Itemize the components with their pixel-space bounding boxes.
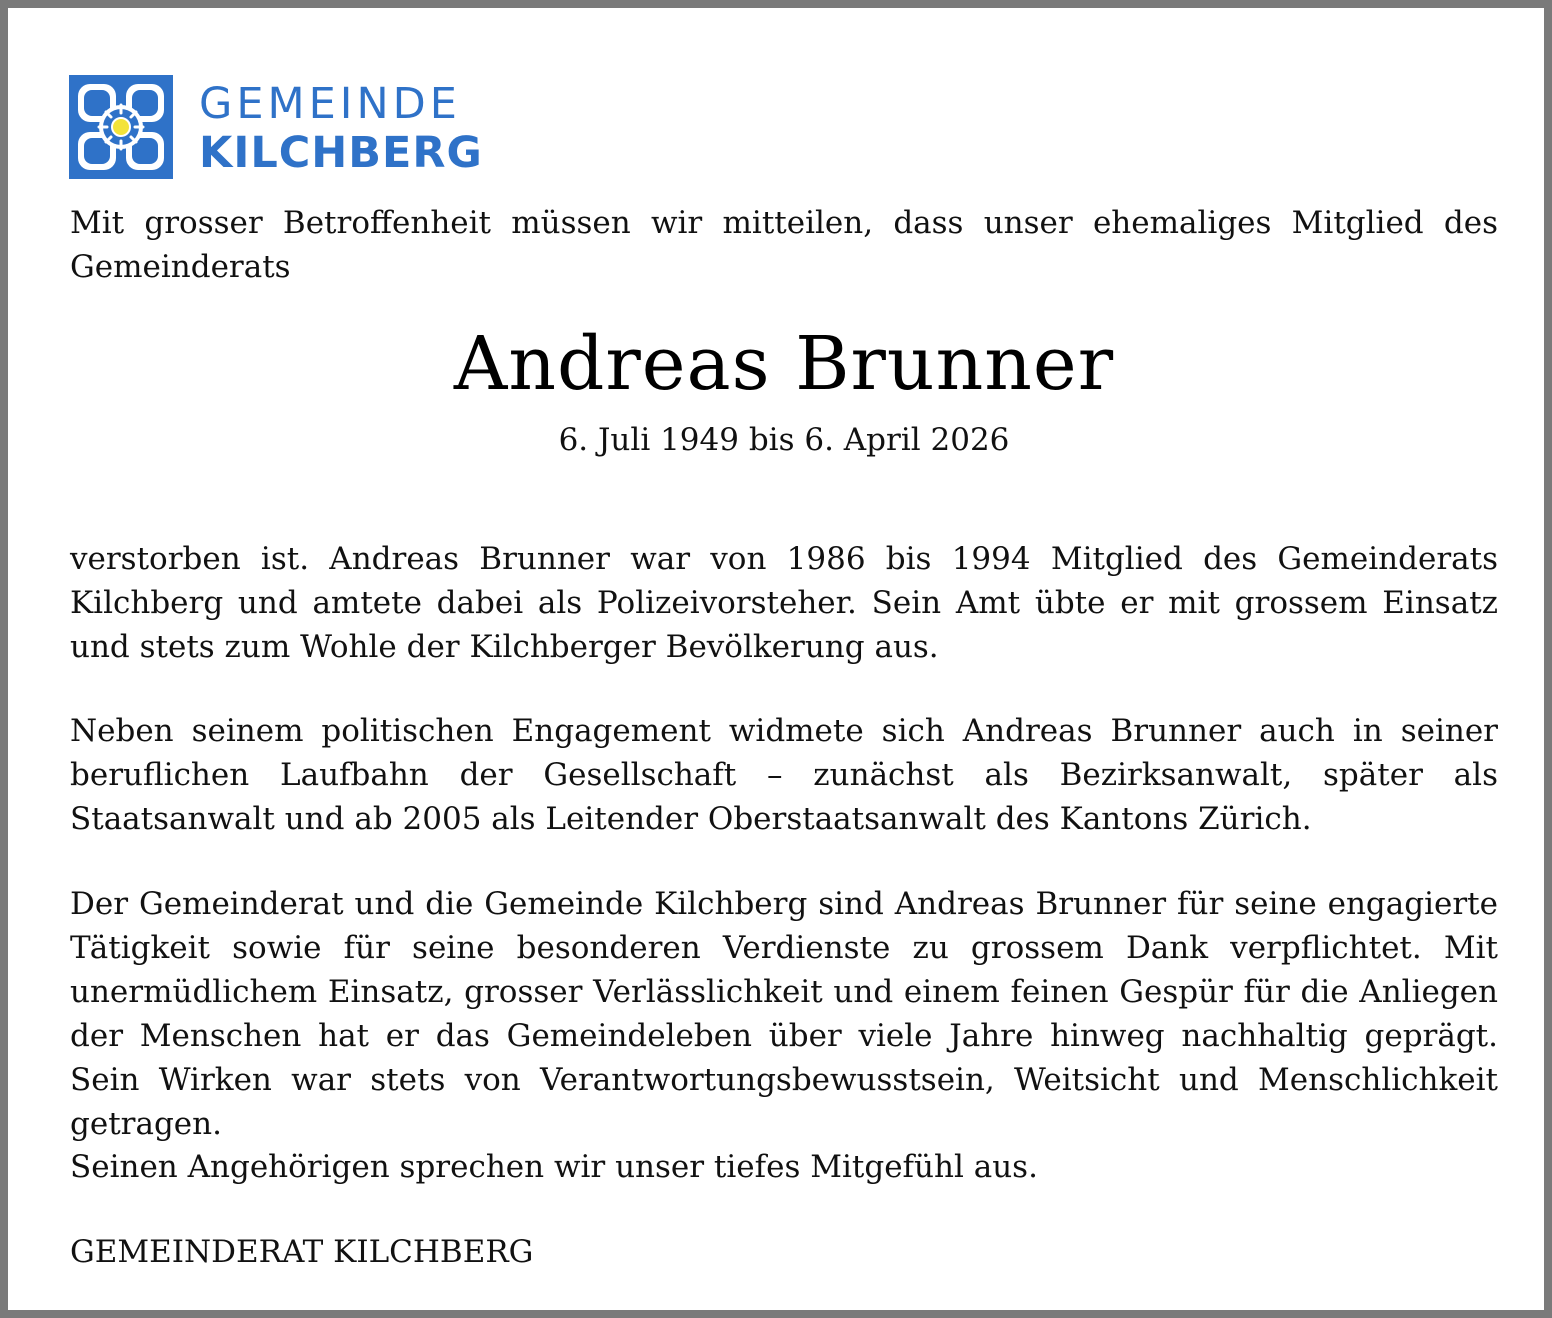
- municipality-logo: [69, 75, 489, 183]
- paragraph-career-council: verstorben ist. Andreas Brunner war von 1986 bis 1994 Mitglied des Gemeinderats Kilchberg und amtete dabei als Polizeivorsteher. Sein Amt übte er mit grossem Einsatz und stets zum Wohle der Kilchberger Bevölkerung aus.: [70, 541, 1498, 665]
- paragraph-thanks: Der Gemeinderat und die Gemeinde Kilchberg sind Andreas Brunner für seine engagierte Tätigkeit sowie für seine besonderen Verdienste zu grossem Dank verpflichtet. Mit unermüdlichem Einsatz, grosser Verlässlichkeit und einem feinen Gespür für die Anliegen der Menschen hat er das Gemeindeleben über viele Jahre hinweg nachhaltig geprägt. Sein Wirken war stets von Verantwortungsbewusstsein, Weitsicht und Menschlichkeit getragen.: [70, 886, 1498, 1142]
- intro-text: Mit grosser Betroffenheit müssen wir mitteilen, dass unser ehemaliges Mitglied des Gemeinderats: [70, 205, 1498, 285]
- signature: GEMEINDERAT KILCHBERG: [70, 1234, 534, 1270]
- life-dates: 6. Juli 1949 bis 6. April 2026: [558, 422, 1010, 458]
- flower-emblem-icon: [69, 75, 173, 179]
- paragraph-career-legal: Neben seinem politischen Engagement widmete sich Andreas Brunner auch in seiner beruflichen Laufbahn der Gesellschaft – zunächst als Bezirksanwalt, später als Staatsanwalt und ab 2005 als Leitender Oberstaatsanwalt des Kantons Zürich.: [70, 713, 1498, 837]
- deceased-name: Andreas Brunner: [453, 321, 1115, 407]
- paragraph-condolences: Seinen Angehörigen sprechen wir unser tiefes Mitgefühl aus.: [70, 1149, 1038, 1185]
- logo-text-gemeinde: GEMEINDE: [199, 79, 461, 129]
- logo-text-kilchberg: KILCHBERG: [199, 128, 483, 178]
